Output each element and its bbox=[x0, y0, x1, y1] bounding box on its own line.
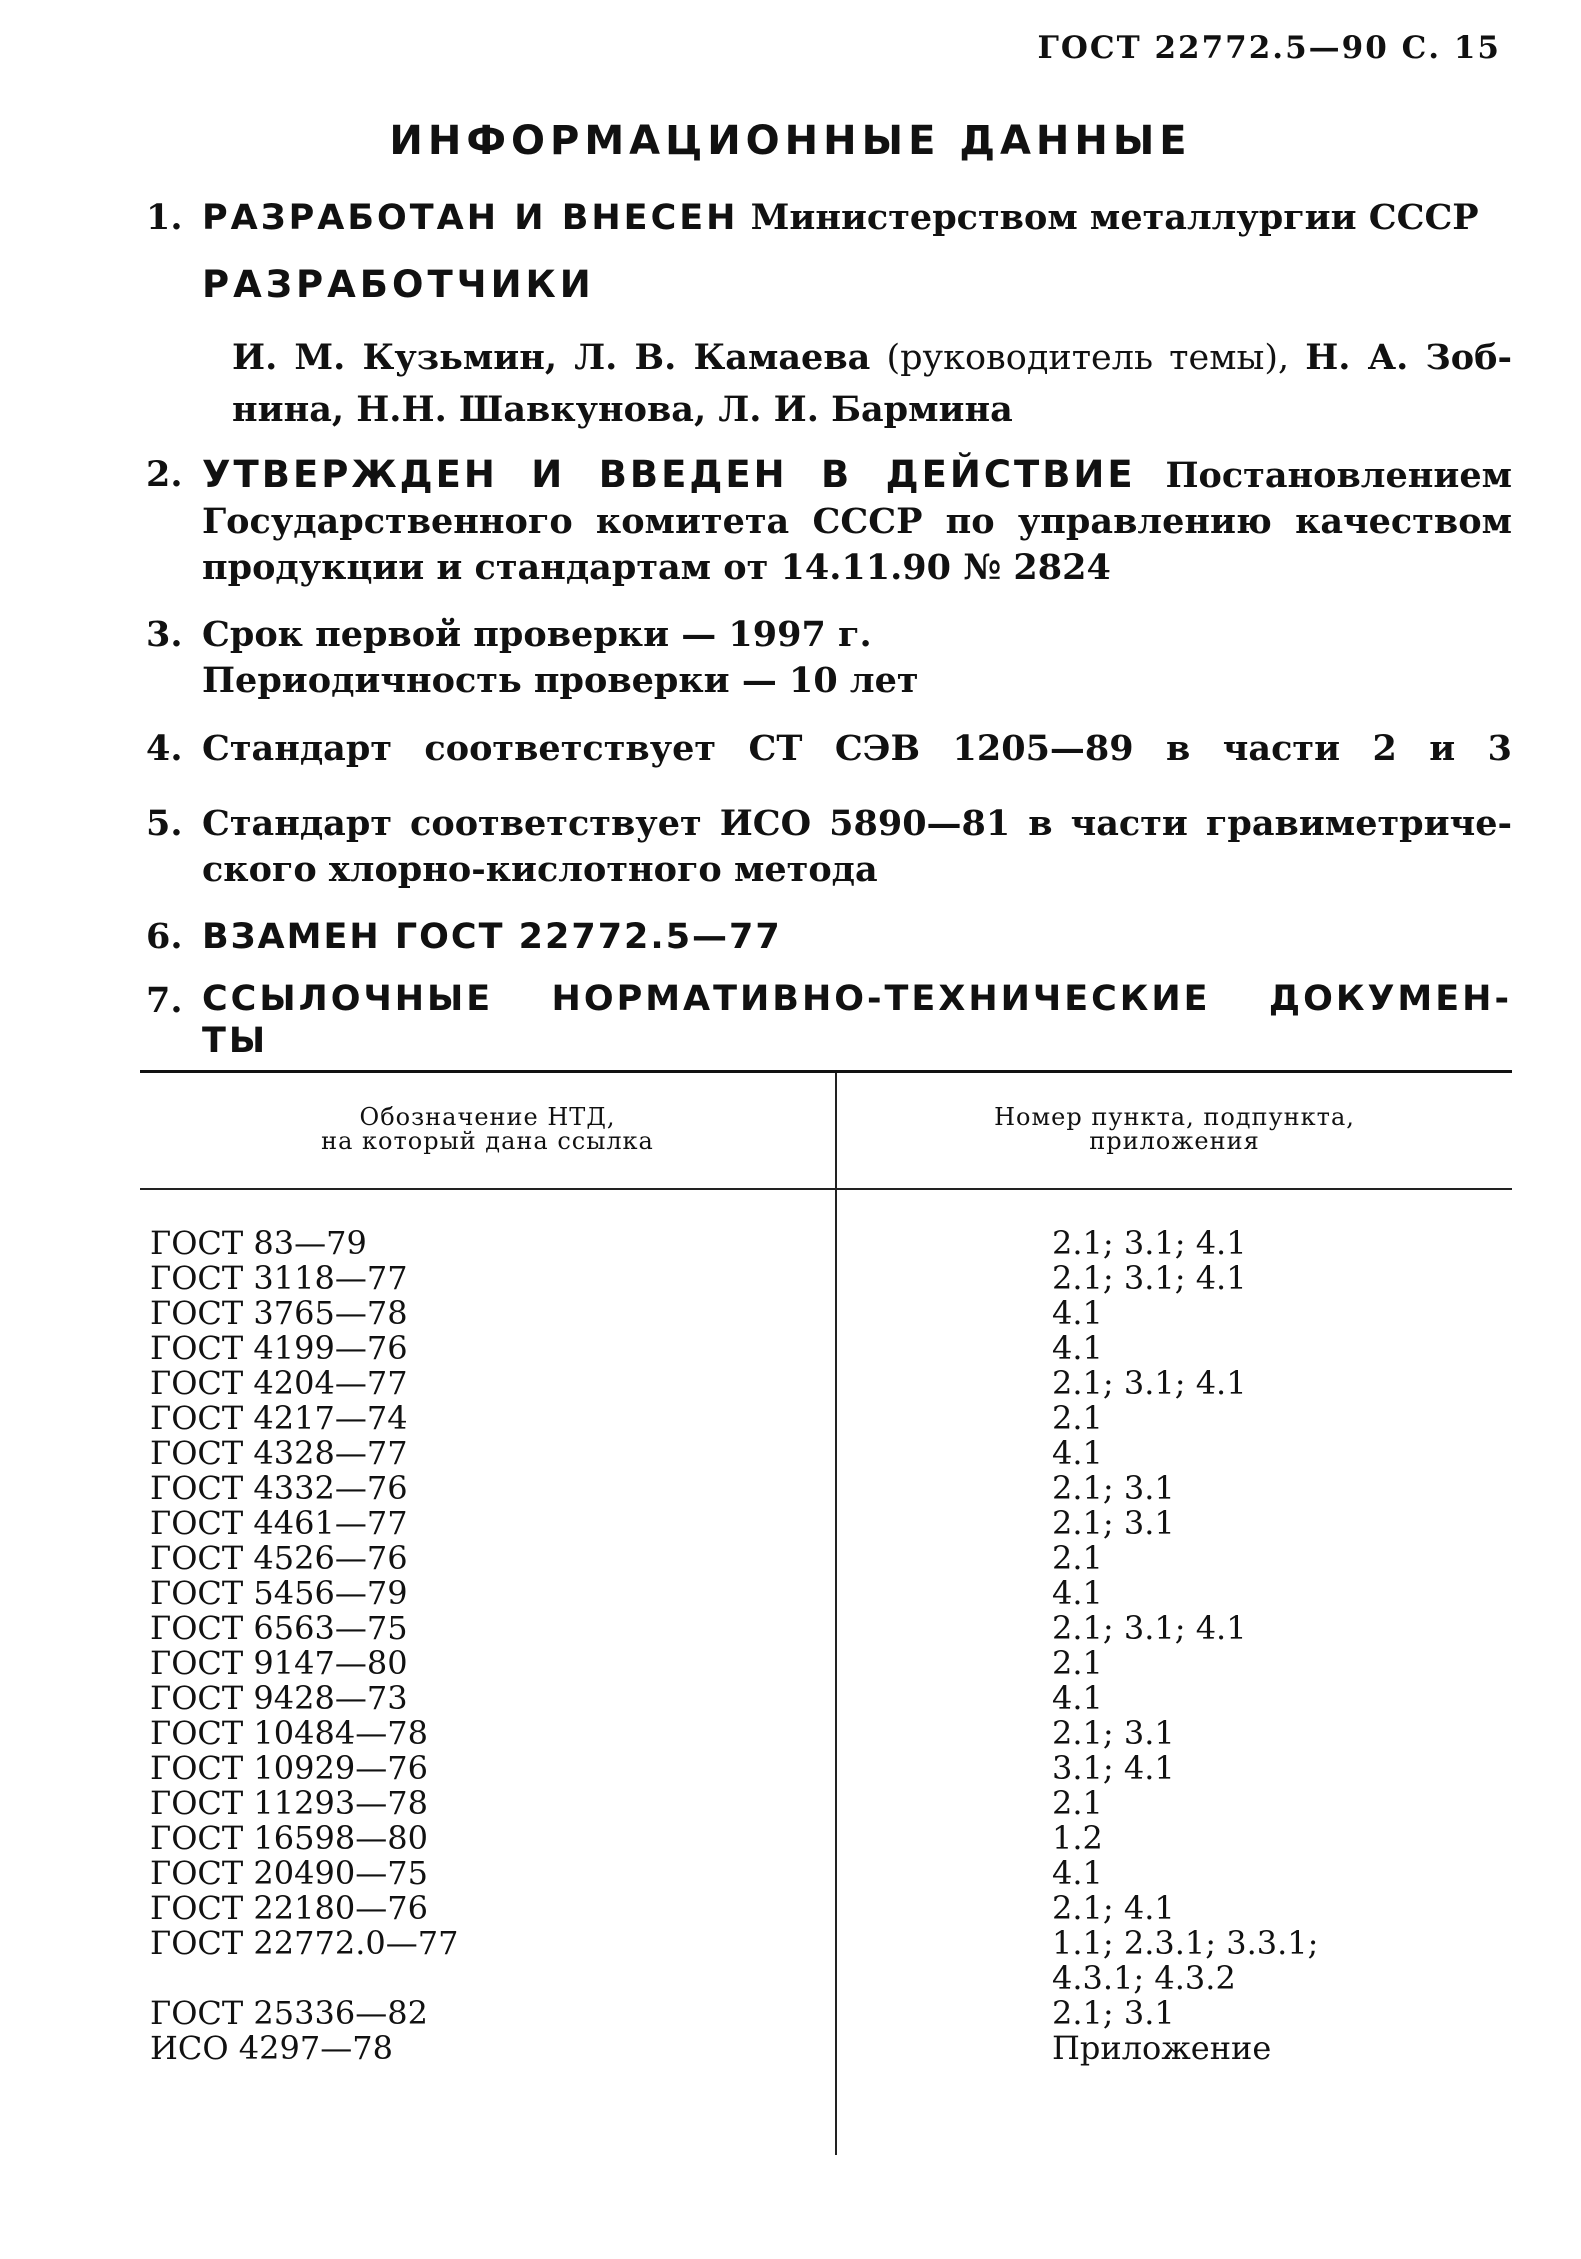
clause-number: 2.1 bbox=[1052, 1539, 1103, 1577]
header-line: на который дана ссылка bbox=[321, 1127, 654, 1155]
table-row bbox=[150, 1961, 1512, 1996]
item-text: Стандарт соответствует СТ СЭВ 1205—89 в части 2 и 3 bbox=[202, 728, 1512, 769]
header-line: Обозначение НТД, bbox=[359, 1103, 616, 1131]
authors-group-b: Н. А. Зоб- bbox=[1305, 337, 1512, 378]
table-row bbox=[150, 1611, 1512, 1646]
item-number: 5. bbox=[146, 803, 183, 844]
ntd-designation: ГОСТ 3118—77 bbox=[150, 1259, 408, 1297]
clause-number: Приложение bbox=[1052, 2029, 1272, 2067]
info-item-1 bbox=[146, 195, 1512, 241]
ntd-designation: ГОСТ 5456—79 bbox=[150, 1574, 408, 1612]
ntd-designation: ГОСТ 4204—77 bbox=[150, 1364, 408, 1402]
item-number: 7. bbox=[146, 980, 183, 1021]
ntd-designation: ГОСТ 4199—76 bbox=[150, 1329, 408, 1367]
info-item-2 bbox=[146, 452, 1512, 591]
table-row bbox=[150, 1856, 1512, 1891]
table-row bbox=[150, 1226, 1512, 1261]
table-row bbox=[150, 1436, 1512, 1471]
ntd-designation: ГОСТ 9147—80 bbox=[150, 1644, 408, 1682]
clause-number: 4.1 bbox=[1052, 1294, 1103, 1332]
developers-heading: РАЗРАБОТЧИКИ bbox=[202, 263, 595, 306]
clause-number: 2.1; 3.1 bbox=[1052, 1504, 1175, 1542]
clause-number: 2.1; 3.1; 4.1 bbox=[1052, 1609, 1247, 1647]
ntd-designation: ГОСТ 4526—76 bbox=[150, 1539, 408, 1577]
table-row bbox=[150, 1261, 1512, 1296]
item-lead: УТВЕРЖДЕН И ВВЕДЕН В ДЕЙСТВИЕ bbox=[202, 453, 1136, 496]
ntd-designation bbox=[150, 1961, 1052, 1996]
authors-role: (руководитель темы), bbox=[870, 338, 1306, 378]
item-line-1: Срок первой проверки — 1997 г. bbox=[202, 614, 872, 655]
header-line: Номер пункта, подпункта, bbox=[994, 1103, 1355, 1131]
header-line: приложения bbox=[1089, 1127, 1260, 1155]
table-row bbox=[150, 1926, 1512, 1961]
table-row bbox=[150, 1716, 1512, 1751]
item-number: 2. bbox=[146, 454, 183, 495]
clause-number: 2.1; 3.1 bbox=[1052, 1714, 1175, 1752]
item-text-continued: ского хлорно-кислотного метода bbox=[202, 849, 878, 890]
item-number: 6. bbox=[146, 916, 183, 957]
table-header-rule bbox=[140, 1188, 1512, 1190]
info-item-7 bbox=[146, 978, 1512, 1062]
clause-number: 4.1 bbox=[1052, 1574, 1103, 1612]
ntd-designation: ГОСТ 20490—75 bbox=[150, 1854, 428, 1892]
ntd-designation: ГОСТ 22180—76 bbox=[150, 1889, 428, 1927]
table-row bbox=[150, 1751, 1512, 1786]
table-row bbox=[150, 1366, 1512, 1401]
table-row bbox=[150, 1471, 1512, 1506]
item-number: 1. bbox=[146, 197, 183, 238]
info-item-3 bbox=[146, 612, 1512, 704]
table-row bbox=[150, 1401, 1512, 1436]
ntd-designation: ГОСТ 22772.0—77 bbox=[150, 1924, 459, 1962]
clause-number: 2.1; 3.1 bbox=[1052, 1469, 1175, 1507]
table-row bbox=[150, 1576, 1512, 1611]
item-text: Министерством металлургии СССР bbox=[738, 197, 1479, 238]
table-row bbox=[150, 1821, 1512, 1856]
ntd-designation: ГОСТ 3765—78 bbox=[150, 1294, 408, 1332]
item-number: 4. bbox=[146, 728, 183, 769]
table-row bbox=[150, 1541, 1512, 1576]
clause-number: 2.1; 4.1 bbox=[1052, 1889, 1175, 1927]
clause-number: 3.1; 4.1 bbox=[1052, 1749, 1175, 1787]
ntd-designation: ГОСТ 83—79 bbox=[150, 1224, 367, 1262]
item-text: ВЗАМЕН ГОСТ 22772.5—77 bbox=[202, 917, 782, 957]
table-top-rule bbox=[140, 1070, 1512, 1073]
ntd-designation: ГОСТ 11293—78 bbox=[150, 1784, 428, 1822]
table-row bbox=[150, 1786, 1512, 1821]
clause-number: 1.2 bbox=[1052, 1819, 1103, 1857]
table-body bbox=[150, 1226, 1512, 2066]
table-row bbox=[150, 1506, 1512, 1541]
page-header-reference: ГОСТ 22772.5—90 С. 15 bbox=[1037, 30, 1501, 66]
ntd-designation: ГОСТ 10484—78 bbox=[150, 1714, 428, 1752]
table-header-designation bbox=[140, 1105, 835, 1153]
ntd-designation: ГОСТ 16598—80 bbox=[150, 1819, 428, 1857]
item-line-2: Периодичность проверки — 10 лет bbox=[202, 660, 919, 701]
ntd-designation: ИСО 4297—78 bbox=[150, 2029, 393, 2067]
table-header-clause bbox=[837, 1105, 1512, 1153]
clause-number: 4.3.1; 4.3.2 bbox=[1052, 1959, 1236, 1997]
ntd-designation: ГОСТ 4332—76 bbox=[150, 1469, 408, 1507]
ntd-designation: ГОСТ 9428—73 bbox=[150, 1679, 408, 1717]
item-number: 3. bbox=[146, 614, 183, 655]
table-row bbox=[150, 1681, 1512, 1716]
info-item-5 bbox=[146, 801, 1512, 893]
item-text-continued: ТЫ bbox=[202, 1021, 269, 1061]
clause-number: 2.1; 3.1; 4.1 bbox=[1052, 1364, 1247, 1402]
clause-number: 2.1; 3.1; 4.1 bbox=[1052, 1224, 1247, 1262]
clause-number: 2.1; 3.1; 4.1 bbox=[1052, 1259, 1247, 1297]
authors-group-a: И. М. Кузьмин, Л. В. Камаева bbox=[232, 337, 871, 378]
item-text: Стандарт соответствует ИСО 5890—81 в части гравиметриче- bbox=[202, 803, 1512, 844]
clause-number: 4.1 bbox=[1052, 1679, 1103, 1717]
clause-number: 4.1 bbox=[1052, 1854, 1103, 1892]
info-item-4 bbox=[146, 726, 1512, 772]
clause-number: 2.1; 3.1 bbox=[1052, 1994, 1175, 2032]
clause-number: 4.1 bbox=[1052, 1329, 1103, 1367]
ntd-designation: ГОСТ 4328—77 bbox=[150, 1434, 408, 1472]
ntd-designation: ГОСТ 6563—75 bbox=[150, 1609, 408, 1647]
clause-number: 2.1 bbox=[1052, 1784, 1103, 1822]
ntd-designation: ГОСТ 25336—82 bbox=[150, 1994, 428, 2032]
item-lead: РАЗРАБОТАН И ВНЕСЕН bbox=[202, 198, 739, 238]
table-row bbox=[150, 1646, 1512, 1681]
item-text: ССЫЛОЧНЫЕ НОРМАТИВНО-ТЕХНИЧЕСКИЕ ДОКУМЕН- bbox=[202, 979, 1512, 1019]
ntd-designation: ГОСТ 4217—74 bbox=[150, 1399, 408, 1437]
developers-list bbox=[232, 332, 1512, 436]
table-row bbox=[150, 1996, 1512, 2031]
ntd-designation: ГОСТ 4461—77 bbox=[150, 1504, 408, 1542]
page-title: ИНФОРМАЦИОННЫЕ ДАННЫЕ bbox=[389, 118, 1192, 164]
clause-number: 2.1 bbox=[1052, 1644, 1103, 1682]
authors-line-2: нина, Н.Н. Шавкунова, Л. И. Бармина bbox=[232, 389, 1013, 430]
clause-number: 4.1 bbox=[1052, 1434, 1103, 1472]
clause-number: 2.1 bbox=[1052, 1399, 1103, 1437]
ntd-designation: ГОСТ 10929—76 bbox=[150, 1749, 428, 1787]
clause-number: 1.1; 2.3.1; 3.3.1; bbox=[1052, 1924, 1319, 1962]
table-row bbox=[150, 1891, 1512, 1926]
table-row bbox=[150, 2031, 1512, 2066]
table-row bbox=[150, 1296, 1512, 1331]
item-text: Постановлением Государственного комитета СССР по управлению качеством продукции и стандартам от 14.11.90 № 2824 bbox=[202, 455, 1512, 588]
info-item-6 bbox=[146, 914, 1512, 960]
table-row bbox=[150, 1331, 1512, 1366]
